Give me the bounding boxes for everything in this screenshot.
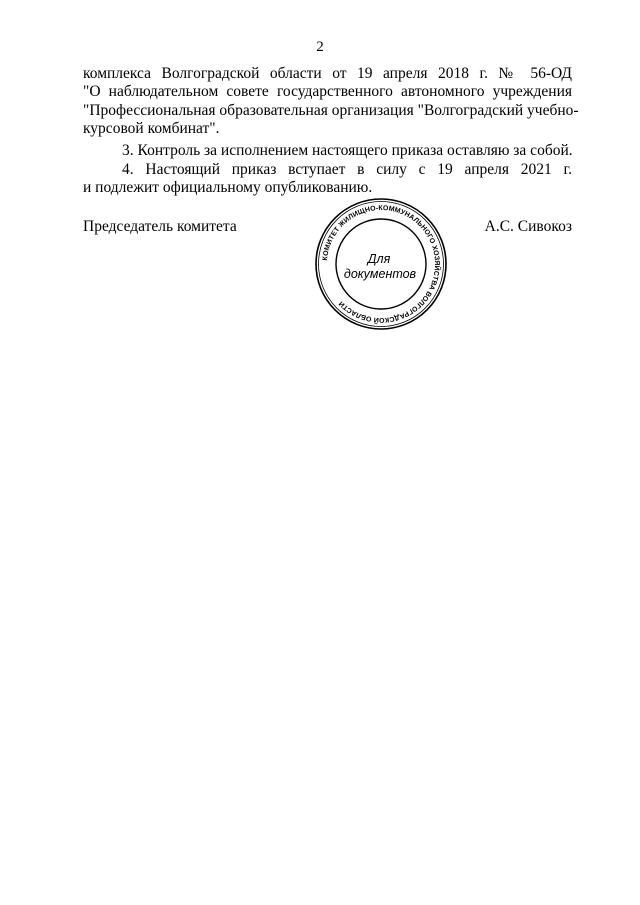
seal-line-1: Для <box>367 252 391 266</box>
seal-graphic <box>313 196 449 332</box>
item-4-line-1: 4. Настоящий приказ вступает в силу с 19 апреля 2021 г. <box>122 161 572 178</box>
seal-line-2: документов <box>343 267 417 281</box>
item-4-line-2: и подлежит официальному опубликованию. <box>83 179 373 197</box>
paragraph-continued <box>83 65 579 139</box>
paragraph-line: "Профессиональная образовательная организация "Волгоградский учебно- <box>83 101 579 119</box>
item-3: 3. Контроль за исполнением настоящего приказа оставляю за собой. <box>122 142 573 159</box>
signer-name: А.С. Сивокоз <box>484 218 572 235</box>
official-seal <box>313 196 449 332</box>
page-number: 2 <box>316 39 324 55</box>
paragraph-line: комплекса Волгоградской области от 19 апреля 2018 г. № 56-ОД <box>83 65 572 82</box>
paragraph-line: курсовой комбинат". <box>83 120 220 138</box>
paragraph-line: "О наблюдательном совете государственного автономного учреждения <box>83 83 572 101</box>
seal-outer-text: КОМИТЕТ ЖИЛИЩНО-КОММУНАЛЬНОГО ХОЗЯЙСТВА ВОЛГОГРАДСКОЙ ОБЛАСТИ <box>322 204 441 324</box>
signer-title: Председатель комитета <box>83 218 237 235</box>
item-4 <box>83 161 572 198</box>
